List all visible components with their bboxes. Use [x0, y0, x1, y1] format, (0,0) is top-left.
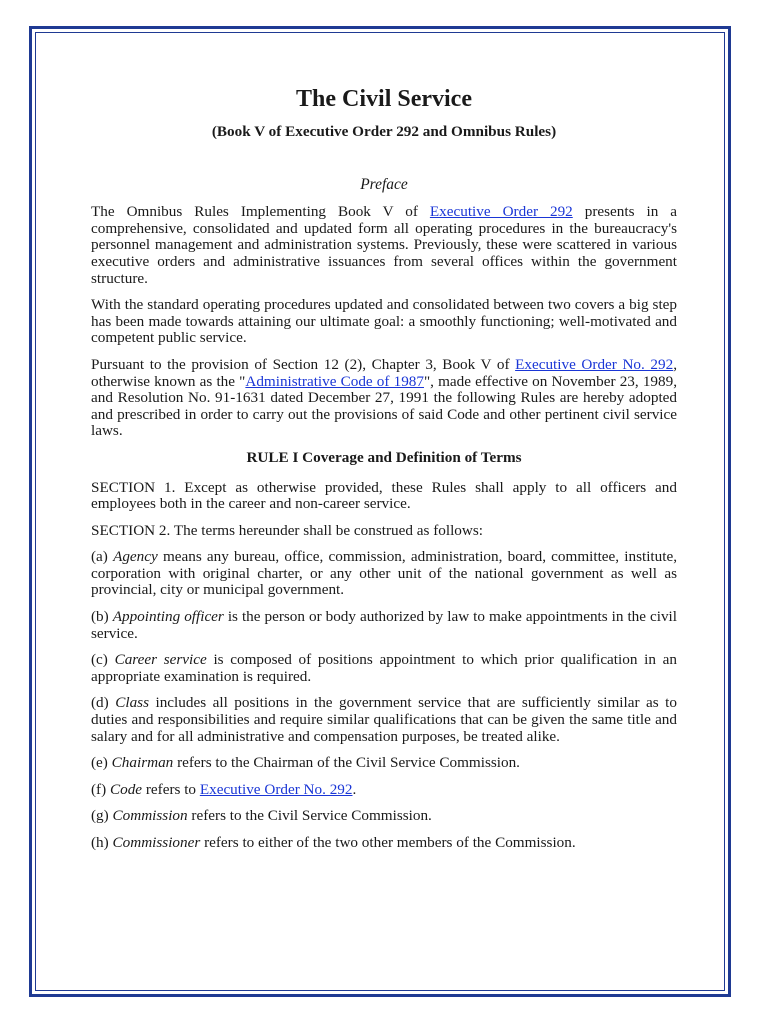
document-body: [91, 84, 677, 862]
definition-term: Agency: [113, 548, 158, 566]
definition-term: Commissioner: [112, 834, 201, 851]
definition-c: (c) Career service is composed of positions appointment to which prior qualification in an appropriate examination is required.: [91, 651, 677, 685]
definition-term: Appointing officer: [112, 608, 224, 626]
executive-order-292-link[interactable]: Executive Order 292: [429, 203, 573, 221]
definition-h: (h) Commissioner refers to either of the two other members of the Commission.: [91, 834, 576, 851]
preface-paragraph-3: Pursuant to the provision of Section 12 (2), Chapter 3, Book V of Executive Order No. 292, otherwise known as the "Administrative Code of 1987", made effective on November 23, 1989, and Resolution No. 91-1631 dated December 27, 1991 the following Rules are hereby adopted and prescribed in order to carry out the provisions of said Code and other pertinent civil service laws.: [91, 355, 677, 440]
definition-d: (d) Class includes all positions in the government service that are sufficiently similar as to duties and responsibilities and require similar qualifications that can be given the same title and salary and for all administrative and compensation purposes, be treated alike.: [91, 694, 677, 745]
definition-term: Chairman: [111, 754, 174, 772]
executive-order-no-292-link[interactable]: Executive Order No. 292: [515, 355, 674, 373]
definition-e: (e) Chairman refers to the Chairman of the Civil Service Commission.: [91, 754, 520, 772]
page-title: The Civil Service: [296, 86, 472, 112]
definition-a: (a) Agency means any bureau, office, commission, administration, board, committee, institute, corporation with original charter, or any other unit of the national government as well as provincial, city or municipal government.: [91, 548, 678, 599]
definition-b: (b) Appointing officer is the person or body authorized by law to make appointments in the civil service.: [91, 608, 677, 642]
rule-heading: RULE I Coverage and Definition of Terms: [246, 448, 522, 466]
subtitle: (Book V of Executive Order 292 and Omnibus Rules): [211, 123, 557, 140]
administrative-code-1987-link[interactable]: Administrative Code of 1987: [245, 372, 424, 390]
section-1: SECTION 1. Except as otherwise provided, these Rules shall apply to all officers and employees both in the career and non-career service.: [91, 478, 677, 513]
preface-heading: Preface: [360, 175, 408, 193]
preface-paragraph-1: The Omnibus Rules Implementing Book V of Executive Order 292 presents in a comprehensive, consolidated and updated form all operating procedures in the bureaucracy's personnel management and administration systems. Previously, these were scattered in various executive orders and administrative issuances from several offices within the government structure.: [91, 203, 678, 287]
definition-f: (f) Code refers to Executive Order No. 292.: [91, 780, 357, 798]
preface-paragraph-2: With the standard operating procedures updated and consolidated between two covers a big step has been made towards attaining our ultimate goal: a smoothly functioning; well-motivated and competent public service.: [91, 296, 677, 347]
definition-term: Career service: [114, 651, 207, 669]
definition-term: Commission: [112, 807, 188, 825]
definition-term: Class: [115, 694, 149, 712]
definition-term: Code: [109, 780, 143, 798]
definition-g: (g) Commission refers to the Civil Service Commission.: [91, 807, 432, 825]
section-2: SECTION 2. The terms hereunder shall be construed as follows:: [91, 521, 483, 539]
code-executive-order-link[interactable]: Executive Order No. 292: [199, 780, 353, 798]
